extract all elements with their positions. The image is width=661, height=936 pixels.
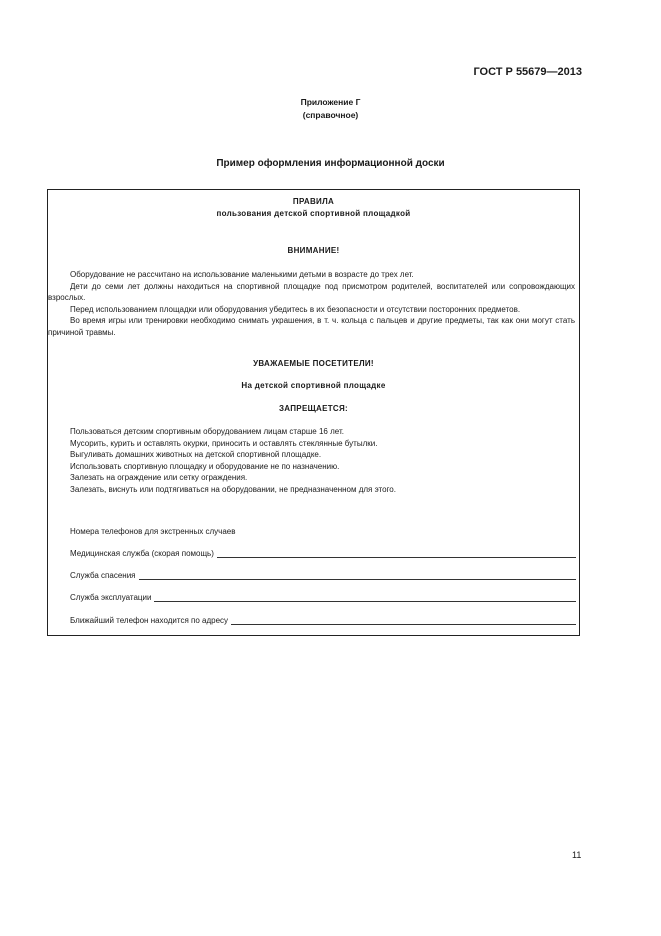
forbidden-item: Использовать спортивную площадку и оборудование не по назначению. bbox=[70, 461, 340, 471]
warnings-list bbox=[48, 269, 575, 339]
document-title: Пример оформления информационной доски bbox=[216, 158, 445, 169]
phone-line-nearest bbox=[70, 615, 576, 627]
warning-item: Оборудование не рассчитано на использование маленькими детьми в возрасте до трех лет. bbox=[70, 270, 414, 279]
appendix-type: (справочное) bbox=[302, 110, 359, 120]
rules-subtitle: пользования детской спортивной площадкой bbox=[216, 208, 411, 218]
warning-item: Перед использованием площадки или оборудования убедитесь в их безопасности и отсутствии посторонних предметов. bbox=[70, 304, 521, 314]
emergency-phones-title: Номера телефонов для экстренных случаев bbox=[70, 527, 236, 536]
forbidden-heading: ЗАПРЕЩАЕТСЯ: bbox=[278, 404, 349, 413]
forbidden-item: Мусорить, курить и оставлять окурки, приносить и оставлять стеклянные бутылки. bbox=[70, 438, 378, 448]
appendix-heading bbox=[0, 96, 661, 122]
forbidden-item: Залезать на ограждение или сетку ограждения. bbox=[70, 473, 248, 483]
standard-id: ГОСТ Р 55679—2013 bbox=[473, 66, 582, 78]
phone-line-medical bbox=[70, 548, 576, 560]
warning-item: Во время игры или тренировки необходимо снимать украшения, в т. ч. кольца с пальцев и другие предметы, так как они могут стать причиной травмы. bbox=[48, 316, 575, 337]
on-site-heading: На детской спортивной площадке bbox=[241, 381, 386, 390]
phone-line-label: Служба эксплуатации bbox=[70, 593, 152, 602]
warning-item: Дети до семи лет должны находиться на спортивной площадке под присмотром родителей, воспитателей или сопровождающих взрослых. bbox=[48, 281, 575, 303]
information-board bbox=[47, 189, 580, 636]
rules-title: ПРАВИЛА bbox=[292, 197, 335, 206]
forbidden-item: Залезать, виснуть или подтягиваться на оборудовании, не предназначенном для этого. bbox=[70, 484, 396, 494]
phone-line-label: Медицинская служба (скорая помощь) bbox=[70, 549, 214, 558]
blank-line bbox=[154, 601, 576, 602]
forbidden-item: Выгуливать домашних животных на детской спортивной площадке. bbox=[70, 450, 322, 460]
blank-line bbox=[139, 579, 577, 580]
forbidden-item: Пользоваться детским спортивным оборудованием лицам старше 16 лет. bbox=[70, 427, 344, 436]
visitors-heading: УВАЖАЕМЫЕ ПОСЕТИТЕЛИ! bbox=[253, 359, 374, 368]
forbidden-list bbox=[70, 426, 575, 496]
blank-line bbox=[231, 624, 576, 625]
appendix-title: Приложение Г bbox=[300, 97, 361, 107]
blank-line bbox=[217, 557, 576, 558]
phone-line-label: Служба спасения bbox=[70, 571, 136, 580]
attention-heading: ВНИМАНИЕ! bbox=[287, 246, 340, 255]
board-heading bbox=[48, 196, 579, 219]
page-number: 11 bbox=[572, 850, 582, 860]
phone-line-maintenance bbox=[70, 592, 576, 604]
phone-line-label: Ближайший телефон находится по адресу bbox=[70, 616, 229, 625]
phone-line-rescue bbox=[70, 570, 576, 582]
